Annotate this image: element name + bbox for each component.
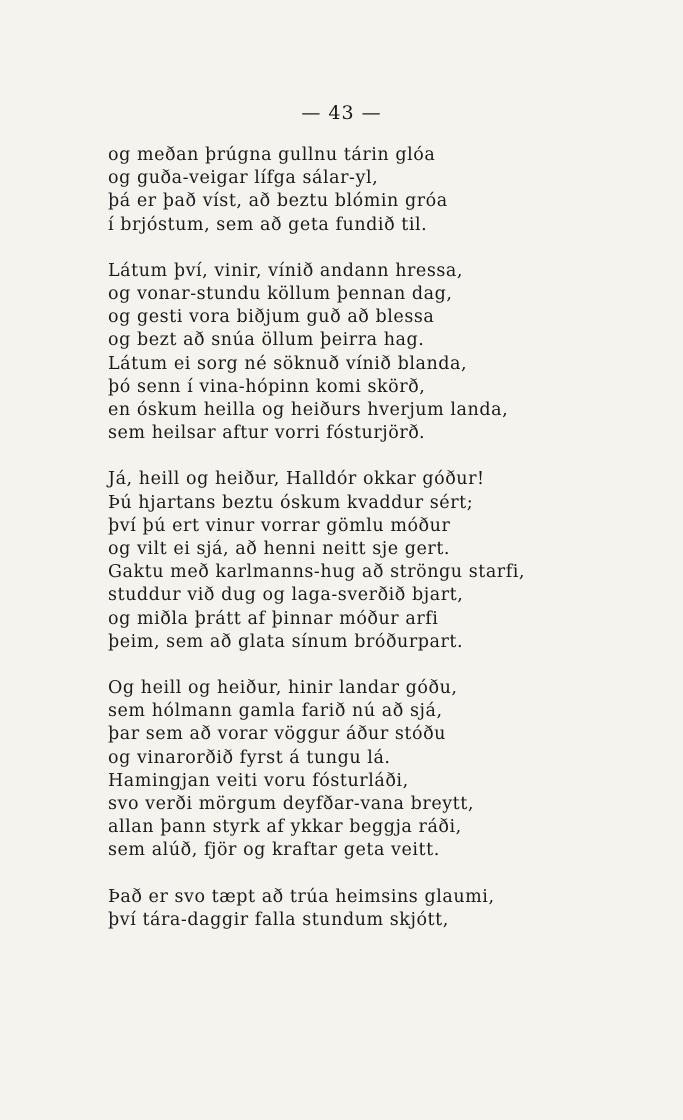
stanza-3 <box>108 468 668 654</box>
verse-line: þó senn í vina-hópinn komi skörð, <box>108 376 426 397</box>
verse-line: og vonar-stundu köllum þennan dag, <box>108 284 453 305</box>
verse-line: því þú ert vinur vorrar gömlu móður <box>108 515 451 536</box>
verse-line: þar sem að vorar vöggur áður stóðu <box>108 724 446 745</box>
verse-line: allan þann styrk af ykkar beggja ráði, <box>108 817 462 838</box>
verse-line: og vinarorðið fyrst á tungu lá. <box>108 747 391 768</box>
verse-line: Látum því, vinir, vínið andann hressa, <box>108 260 463 281</box>
verse-line: Þú hjartans beztu óskum kvaddur sért; <box>108 492 474 513</box>
verse-line: þá er það víst, að beztu blómin gróa <box>108 191 448 212</box>
verse-line: í brjóstum, sem að geta fundið til. <box>108 214 428 235</box>
verse-line: Látum ei sorg né söknuð vínið blanda, <box>108 353 468 374</box>
verse-line: studdur við dug og laga-sverðið bjart, <box>108 585 464 606</box>
page-number: — 43 — <box>301 102 382 124</box>
stanza-4 <box>108 677 668 863</box>
verse-line: Gaktu með karlmanns-hug að ströngu starfi, <box>108 562 526 583</box>
verse-line: og meðan þrúgna gullnu tárin glóa <box>108 145 436 165</box>
verse-line: og vilt ei sjá, að henni neitt sje gert. <box>108 539 451 560</box>
verse-line: sem alúð, fjör og kraftar geta veitt. <box>108 840 440 861</box>
stanza-1 <box>108 144 668 237</box>
verse-line: og gesti vora biðjum guð að blessa <box>108 307 435 328</box>
verse-line: og miðla þrátt af þinnar móður arfi <box>108 608 439 629</box>
verse-line: Hamingjan veiti voru fósturláði, <box>108 770 409 791</box>
verse-line: og guða-veigar lífga sálar-yl, <box>108 168 379 189</box>
verse-line: sem heilsar aftur vorri fósturjörð. <box>108 423 426 444</box>
verse-line: en óskum heilla og heiðurs hverjum landa, <box>108 400 509 421</box>
verse-line: og bezt að snúa öllum þeirra hag. <box>108 330 425 351</box>
verse-line: Og heill og heiður, hinir landar góðu, <box>108 678 458 699</box>
stanza-5 <box>108 886 668 932</box>
verse-line: Já, heill og heiður, Halldór okkar góður! <box>108 469 485 490</box>
stanza-2 <box>108 260 668 446</box>
verse-line: svo verði mörgum deyfðar-vana breytt, <box>108 794 474 815</box>
verse-line: Það er svo tæpt að trúa heimsins glaumi, <box>108 886 495 907</box>
verse-line: því tára-daggir falla stundum skjótt, <box>108 909 449 930</box>
verse-line: sem hólmann gamla farið nú að sjá, <box>108 701 443 722</box>
verse-line: þeim, sem að glata sínum bróðurpart. <box>108 631 464 652</box>
poem-body <box>108 144 668 955</box>
